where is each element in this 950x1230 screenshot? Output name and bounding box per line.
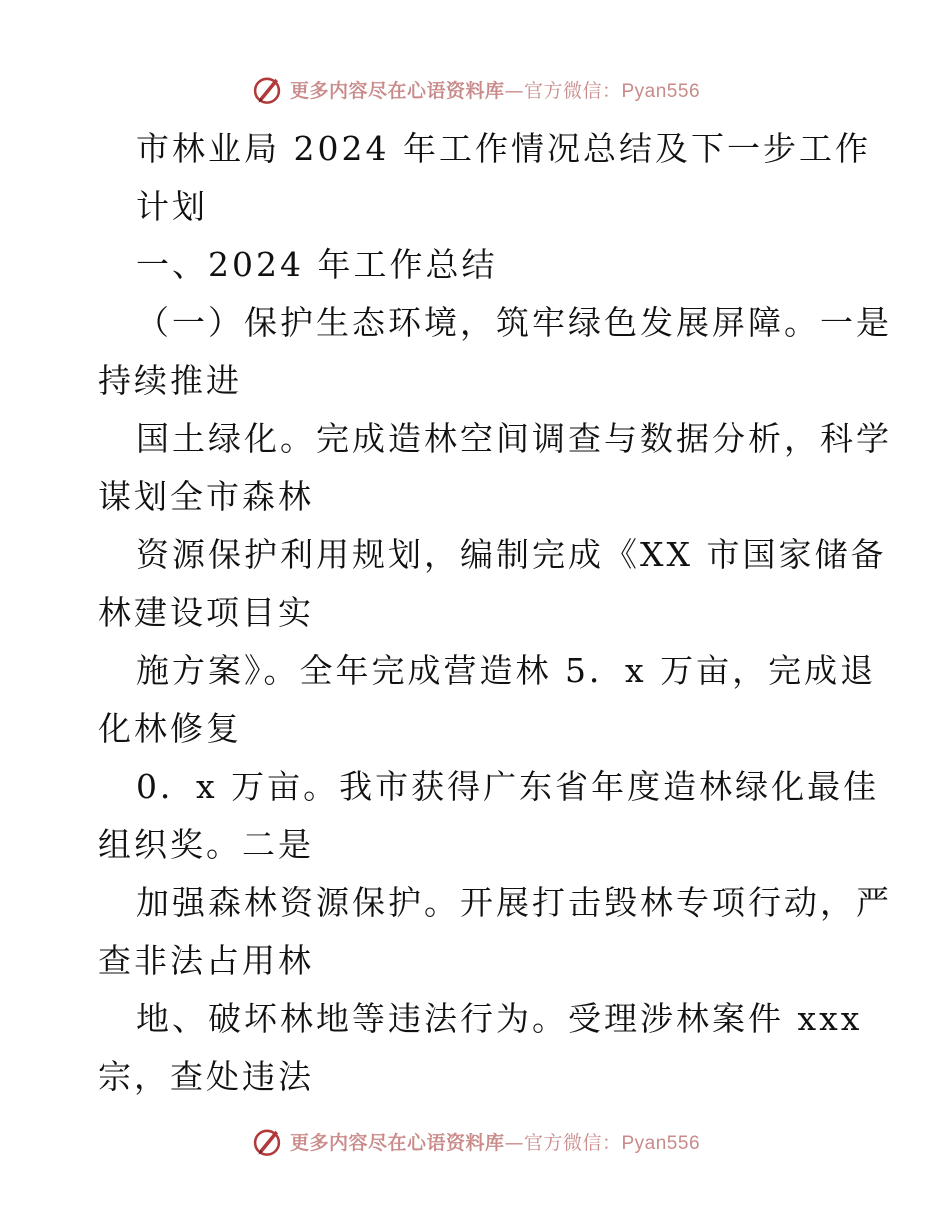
pen-quill-circle-icon	[250, 72, 284, 106]
document-line: 查非法占用林	[98, 941, 314, 980]
document-line: 宗，查处违法	[98, 1057, 314, 1096]
watermark-account: Pyan556	[621, 80, 701, 102]
document-line: 林建设项目实	[98, 593, 314, 632]
document-line: 市林业局 2024 年工作情况总结及下一步工作	[136, 129, 871, 168]
watermark-text	[290, 1128, 700, 1155]
watermark-footer	[0, 1124, 950, 1158]
watermark-account: Pyan556	[621, 1132, 701, 1154]
document-line: 地、破坏林地等违法行为。受理涉林案件 xxx	[136, 999, 863, 1038]
watermark-suffix: 官方微信：	[523, 79, 622, 102]
document-line: 加强森林资源保护。开展打击毁林专项行动，严	[136, 883, 892, 922]
document-body	[98, 120, 892, 1106]
document-line: 一、2024 年工作总结	[136, 245, 498, 284]
document-line: 计划	[136, 187, 208, 226]
document-line: （一）保护生态环境，筑牢绿色发展屏障。一是	[136, 303, 892, 342]
watermark-suffix: 官方微信：	[523, 1131, 622, 1154]
pen-quill-circle-icon	[250, 1124, 284, 1158]
watermark-main: 更多内容尽在心语资料库	[289, 1131, 505, 1154]
document-line: 施方案》。全年完成营造林 5．x 万亩，完成退	[136, 651, 877, 690]
document-line: 资源保护利用规划，编制完成《XX 市国家储备	[136, 535, 887, 574]
watermark-header	[0, 72, 950, 106]
document-line: 国土绿化。完成造林空间调查与数据分析，科学	[136, 419, 892, 458]
watermark-separator: —	[504, 79, 524, 102]
document-line: 谋划全市森林	[98, 477, 314, 516]
watermark-separator: —	[504, 1131, 524, 1154]
document-line: 持续推进	[98, 361, 242, 400]
document-line: 化林修复	[98, 709, 242, 748]
watermark-text	[290, 76, 700, 103]
document-line: 组织奖。二是	[98, 825, 314, 864]
watermark-main: 更多内容尽在心语资料库	[289, 79, 505, 102]
document-line: 0．x 万亩。我市获得广东省年度造林绿化最佳	[136, 767, 880, 806]
